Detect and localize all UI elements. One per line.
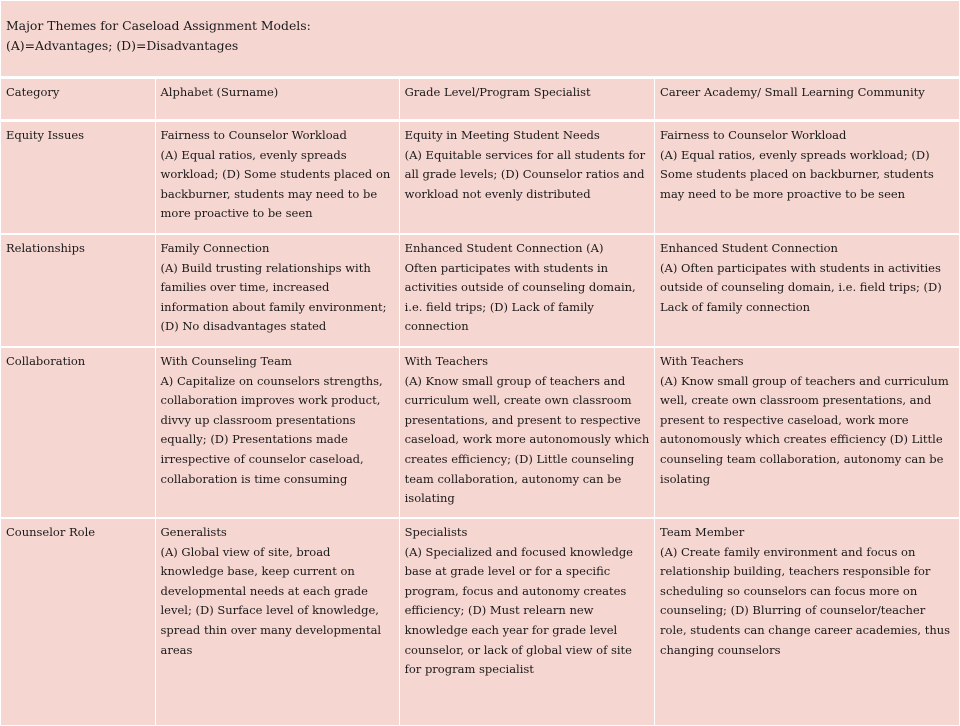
cell-body: (A) Often participates with students in activities outside of counseling domain, i.e. field trips; (D) Lack of family connection <box>660 260 942 314</box>
table-row-equity <box>1 121 960 235</box>
header-career-academy: Career Academy/ Small Learning Community <box>655 78 960 121</box>
cell-body: A) Capitalize on counselors strengths, collaboration improves work product, divvy up classroom presentations equally; (D) Presentations made irrespective of counselor caseload, collaboration is time consuming <box>160 373 383 486</box>
header-category: Category <box>1 78 156 121</box>
category-cell: Collaboration <box>1 347 156 518</box>
header-row <box>1 78 960 121</box>
title-line-1: Major Themes for Caseload Assignment Models: <box>6 18 311 33</box>
cell-heading: Fairness to Counselor Workload <box>660 128 847 142</box>
cell-heading: Family Connection <box>160 241 270 255</box>
grade-level-cell <box>399 518 654 726</box>
cell-body: (A) Equal ratios, evenly spreads workload; (D) Some students placed on backburner, students may need to be more proactive to be seen <box>660 147 934 201</box>
category-cell: Equity Issues <box>1 121 156 235</box>
cell-body: (A) Know small group of teachers and curriculum well, create own classroom presentations, and present to respective caseload, work more autonomously which creates efficiency; (D) Little counseling team collaboration, autonomy can be isolating <box>404 373 650 506</box>
cell-heading: With Teachers <box>404 354 489 368</box>
title-line-2: (A)=Advantages; (D)=Disadvantages <box>6 38 239 53</box>
grade-level-cell <box>399 121 654 235</box>
cell-heading: Specialists <box>404 525 468 539</box>
career-academy-cell <box>655 518 960 726</box>
cell-heading: Fairness to Counselor Workload <box>160 128 347 142</box>
career-academy-cell <box>655 234 960 347</box>
cell-body: (A) Create family environment and focus on relationship building, teachers responsible for scheduling so counselors can focus more on counseling; (D) Blurring of counselor/teacher role, students can change career academies, thus changing counselors <box>660 544 951 657</box>
cell-body: (A) Global view of site, broad knowledge base, keep current on developmental needs at each grade level; (D) Surface level of knowledge, spread thin over many developmental areas <box>160 544 382 657</box>
cell-heading: Enhanced Student Connection <box>660 241 838 255</box>
career-academy-cell <box>655 121 960 235</box>
grade-level-cell <box>399 347 654 518</box>
cell-body: (A) Build trusting relationships with families over time, increased information about family environment; (D) No disadvantages stated <box>160 260 387 334</box>
cell-heading: Team Member <box>660 525 745 539</box>
category-cell: Counselor Role <box>1 518 156 726</box>
cell-heading: With Teachers <box>660 354 744 368</box>
alphabet-cell <box>155 518 399 726</box>
category-cell: Relationships <box>1 234 156 347</box>
cell-body: (A) Equitable services for all students for all grade levels; (D) Counselor ratios and workload not evenly distributed <box>404 147 646 201</box>
header-alphabet: Alphabet (Surname) <box>155 78 399 121</box>
header-grade-level: Grade Level/Program Specialist <box>399 78 654 121</box>
grade-level-cell <box>399 234 654 347</box>
cell-body: (A) Specialized and focused knowledge base at grade level or for a specific program, focus and autonomy creates efficiency; (D) Must relearn new knowledge each year for grade level counselor, or lack of global view of site for program specialist <box>404 544 633 677</box>
table-row-counselor-role <box>1 518 960 726</box>
cell-heading: Enhanced Student Connection (A) <box>404 241 604 255</box>
table-row-relationships <box>1 234 960 347</box>
table-title <box>1 1 960 78</box>
alphabet-cell <box>155 121 399 235</box>
cell-body: (A) Equal ratios, evenly spreads workload; (D) Some students placed on backburner, students may need to be more proactive to be seen <box>160 147 391 221</box>
cell-heading: With Counseling Team <box>160 354 292 368</box>
cell-body: (A) Know small group of teachers and curriculum well, create own classroom presentations, and present to respective caseload, work more autonomously which creates efficiency (D) Little counseling team collaboration, autonomy can be isolating <box>660 373 949 486</box>
cell-body: Often participates with students in activities outside of counseling domain, i.e. field trips; (D) Lack of family connection <box>404 260 636 334</box>
alphabet-cell <box>155 234 399 347</box>
table-row-collaboration <box>1 347 960 518</box>
cell-heading: Generalists <box>160 525 227 539</box>
cell-heading: Equity in Meeting Student Needs <box>404 128 600 142</box>
title-row <box>1 1 960 78</box>
alphabet-cell <box>155 347 399 518</box>
career-academy-cell <box>655 347 960 518</box>
